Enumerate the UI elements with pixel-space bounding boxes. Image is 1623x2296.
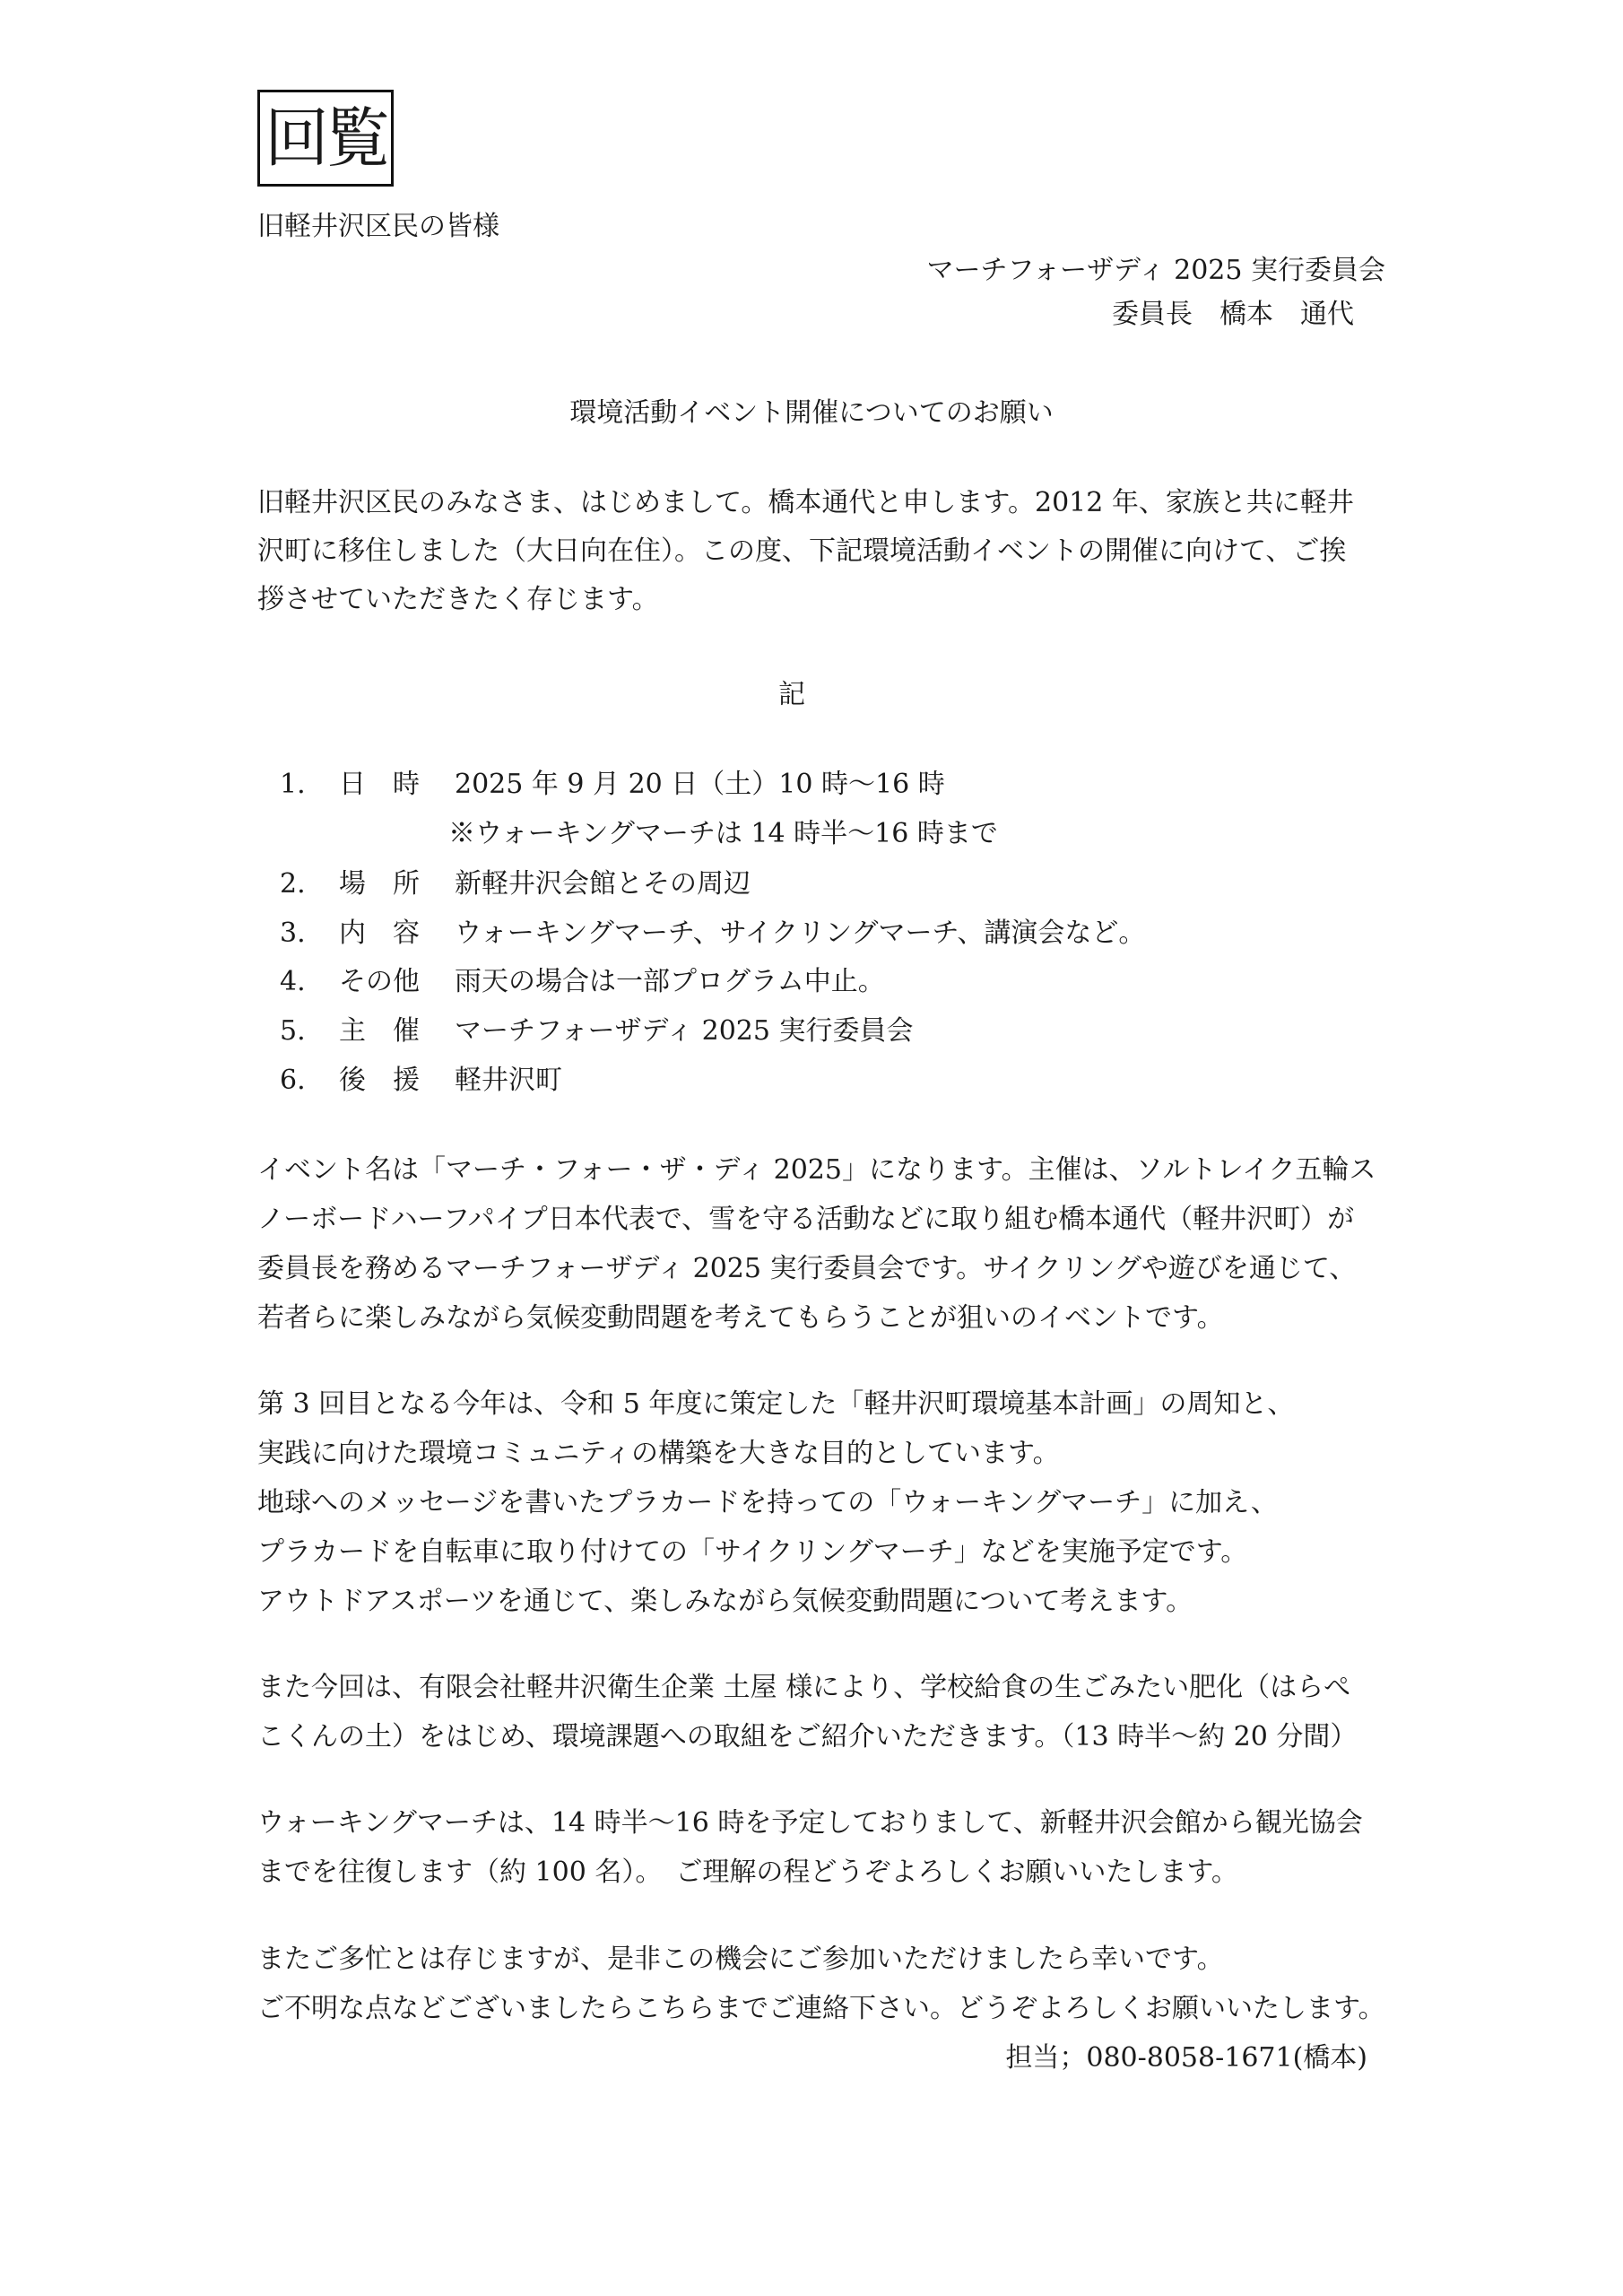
item-number: 6. — [280, 1065, 306, 1096]
paragraph-line: 委員長を務めるマーチフォーザディ 2025 実行委員会です。サイクリングや遊びを通じて、 — [257, 1253, 1357, 1284]
paragraph-line: までを往復します（約 100 名）。 ご理解の程どうぞよろしくお願いいたします。 — [257, 1857, 1238, 1888]
item-label: 場 所 — [339, 868, 420, 900]
item-value: 2025 年 9 月 20 日（土）10 時～16 時 — [455, 769, 945, 800]
addressee: 旧軽井沢区民の皆様 — [257, 211, 499, 242]
paragraph-line: 沢町に移住しました（大日向在住）。この度、下記環境活動イベントの開催に向けて、ご挨 — [257, 535, 1347, 567]
contact-info: 担当；080-8058-1671(橋本) — [1005, 2042, 1367, 2074]
sender-name: 委員長 橋本 通代 — [1112, 299, 1354, 330]
paragraph-line: 拶させていただきたく存じます。 — [257, 584, 659, 615]
ki-heading: 記 — [778, 679, 805, 710]
paragraph-line: ご不明な点などございましたらこちらまでご連絡下さい。どうぞよろしくお願いいたします。 — [257, 1993, 1385, 2024]
paragraph-line: こくんの土）をはじめ、環境課題への取組をご紹介いただきます。（13 時半～約 20 分間） — [257, 1721, 1358, 1752]
item-number: 4. — [280, 966, 306, 997]
circulation-stamp: 回覧 — [257, 90, 394, 187]
paragraph-line: 旧軽井沢区民のみなさま、はじめまして。橋本通代と申します。2012 年、家族と共に軽井 — [257, 487, 1354, 518]
item-number: 3. — [280, 918, 306, 949]
item-label: 主 催 — [339, 1015, 420, 1047]
paragraph-line: プラカードを自転車に取り付けての「サイクリングマーチ」などを実施予定です。 — [257, 1536, 1248, 1568]
paragraph-line: 若者らに楽しみながら気候変動問題を考えてもらうことが狙いのイベントです。 — [257, 1302, 1224, 1334]
item-value: 新軽井沢会館とその周辺 — [455, 868, 751, 900]
item-number: 2. — [280, 868, 306, 900]
paragraph-line: また今回は、有限会社軽井沢衛生企業 土屋 様により、学校給食の生ごみたい肥化（はらぺ — [257, 1672, 1351, 1703]
item-note: ※ウォーキングマーチは 14 時半～16 時まで — [448, 818, 998, 849]
item-label: 内 容 — [339, 918, 420, 949]
paragraph-line: ウォーキングマーチは、14 時半～16 時を予定しておりまして、新軽井沢会館から観光協会 — [257, 1807, 1363, 1839]
item-number: 5. — [280, 1015, 306, 1047]
item-label: 後 援 — [339, 1065, 420, 1096]
paragraph-line: イベント名は「マーチ・フォー・ザ・ディ 2025」になります。主催は、ソルトレイク五輪ス — [257, 1154, 1376, 1186]
paragraph-line: 第 3 回目となる今年は、令和 5 年度に策定した「軽井沢町環境基本計画」の周知と、 — [257, 1388, 1295, 1420]
item-number: 1. — [280, 769, 306, 800]
item-value: 軽井沢町 — [455, 1065, 562, 1096]
paragraph-line: アウトドアスポーツを通じて、楽しみながら気候変動問題について考えます。 — [257, 1586, 1193, 1617]
item-label: 日 時 — [339, 769, 420, 800]
paragraph-line: またご多忙とは存じますが、是非この機会にご参加いただけましたら幸いです。 — [257, 1944, 1224, 1975]
item-label: その他 — [339, 966, 420, 997]
item-value: マーチフォーザディ 2025 実行委員会 — [455, 1015, 914, 1047]
paragraph-line: 地球へのメッセージを書いたプラカードを持っての「ウォーキングマーチ」に加え、 — [257, 1487, 1278, 1518]
document-title: 環境活動イベント開催についてのお願い — [569, 397, 1054, 429]
item-value: 雨天の場合は一部プログラム中止。 — [455, 966, 885, 997]
paragraph-line: 実践に向けた環境コミュニティの構築を大きな目的としています。 — [257, 1438, 1060, 1469]
sender-organization: マーチフォーザディ 2025 実行委員会 — [926, 255, 1385, 286]
item-value: ウォーキングマーチ、サイクリングマーチ、講演会など。 — [455, 918, 1146, 949]
paragraph-line: ノーボードハーフパイプ日本代表で、雪を守る活動などに取り組む橋本通代（軽井沢町）が — [257, 1204, 1355, 1235]
